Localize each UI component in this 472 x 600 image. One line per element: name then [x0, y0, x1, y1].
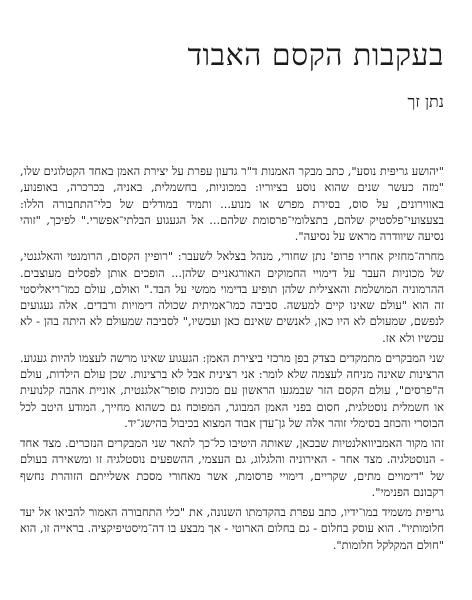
paragraph: זהו מקור האמביוואלנטיות שבכאן, שאותה היטיבו כל־כך לתאר שני המבקרים הנזכרים. מצד אחד - הנוסטלגיה. מצד אחר - האירוניה והלגלוג, גם העצמי, ההשפעים נוסטלגיה זו ומשאירה בעולם של "דימויים מתים, שקריים, דימויי פרסומת, אשר מאחורי מסכת אשלייתם הזוהרת נחשף רקבונם הפנימי". [20, 436, 444, 499]
paragraph: גריפית משמיד במו־ידיו, כתב עפרת בהקדמתו השנונה, את "כלי התחבורה האמור להביאו אל יעד חלומותיו". הוא עוסק בחלום - גם בחלום הארוטי - אך מבצע בו דה־מיסטיפיקציה. בראייה זו, הוא "חולם המקלקל חלומות". [20, 505, 444, 552]
paragraph: שני המבקרים מתמקדים בצדק בפן מרכזי ביצירת האמן: הגעגוע שאינו מרשה לעצמו להיות געגוע. הרצינות שאינה מניחה לעצמה שלא לומר: אני רצינית אבל לא ברצינות. שכן עולם הילדות, עולם ה"פרסים", עולם הקסם הזר שבמגעו הראשון עם מכונית סופר־אלגנטית, אוניית אהבה קלנועית או חשמלית נוסטלגית, חסום בפני האמן המבוגר, המפוכח גם כשהוא מחייך, המודע היטב לכל הבוסרי והכוזב בסימלי זוהר אלה של גן־עדן אבוד המצוא בכיבול בהישג־יד. [20, 350, 444, 430]
paragraph: "יהושע גריפית נוסע", כתב מבקר האמנות ד"ר גדעון עפרת על יצירת האמן באחד הקטלוגים שלו, "מזה כעשר שנים שהוא נוסע בציוריו: במכוניות, בחשמלית, באניה, בכרכרה, באופנוע, באווירונים, על סוס, בסירת מפרש או מנוע... ותמיד במודלים של כלי־התחבורה הללו: בצעצועי־פלסטיק שלהם, בתצלומי־פרסומת שלהם... אל הגעגוע הבלתי־אפשרי." לפיכך, "זוהי נסיעה שיוודרה מראש על נסיעה". [20, 164, 444, 243]
article-title: בעקבות הקסם האבוד [187, 38, 444, 73]
article-body [20, 163, 444, 553]
paragraph: מחרה־מחזיק אחריו פרופ' נתן שחורי, מנהל בצלאל לשעבר: "רופיין הקסום, הרומנטי והאלגנטי, של מכוניות העבר על דימויי החמוקים האורגאניים שלהן... הופכים אותן לפסלים מעוצבים. ההרמוניה המושלמת והאצילית שלהן תופיע בדימוי ממשי על הבד." ואולם, עולם כמו־ריאליסטי זה הוא "עולם שאינו קיים למעשה. סביבה כמו־אמיתית שכולה דימויות ורבדים. אלה געגועים לנפשם, שמעולם לא היו כאן, לאנשים שאינם כאן ועכשיו," לסביבה שמעולם לא היתה בהן - לא עכשיו ולא אז. [20, 249, 444, 345]
author-name: נתן זך [407, 92, 444, 111]
